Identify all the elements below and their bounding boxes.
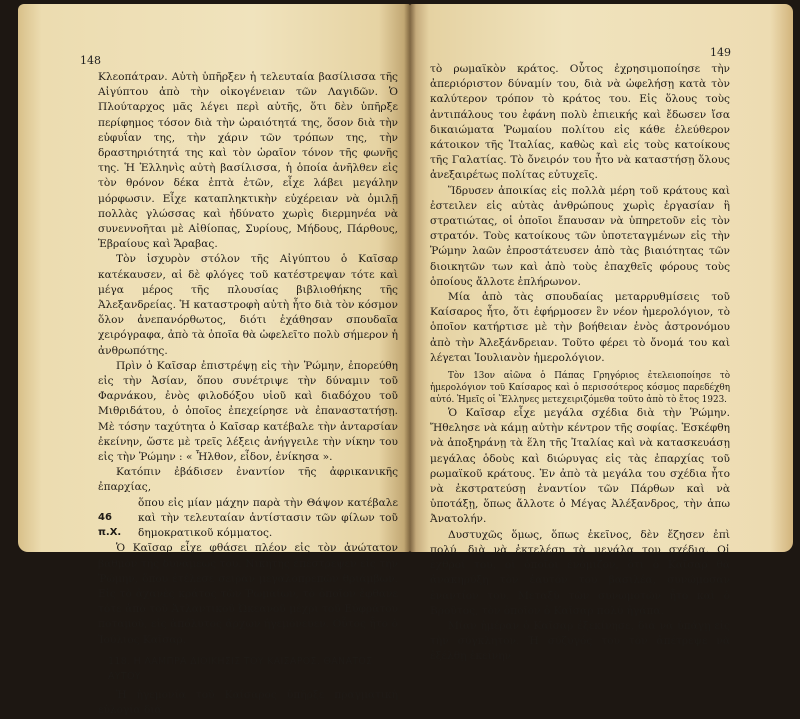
section-heading: 118. Η ΛΑΜΠΡΑ ΔΙΟΙΚΗΣΙΣ ΤΟΥ ΚΑΙΣΑΡΟΣ. ΘΑΝΑΤΟΣ ΑΥΤΟΥ [108,655,373,682]
page-number: 149 [710,46,731,59]
paragraph: Ἵδρυσεν ἀποικίας εἰς πολλὰ μέρη τοῦ κράτους καὶ ἐστειλεν εἰς αὐτὰς ἀνθρώπους χωρὶς ἐργασίαν ἢ στρατιώτας, οἱ ὁποῖοι ἔπαυσαν νὰ ὑπηρετοῦν εἰς τὸν στρατόν. Τοὺς κατοίκους τῶν ὑποτεταγμένων εἰς τὴν Ῥώμην λαῶν ἐπροστάτευσεν ἀπὸ τὰς βιαιότητας τῶν διοικητῶν των καὶ ἀπὸ τοὺς ἐπαχθεῖς φόρους τοὺς ὁποίους ἄλλοτε ἐπλήρωνον. [430,184,730,288]
left-page [18,4,410,717]
paragraph: Ἡ ἡγεμονία τοῦ Καίσαρος ὑπῆρξε πραγματικὴ εὐλογία διὰ [98,689,398,717]
book-gutter [404,4,416,552]
left-page-text [98,70,398,719]
paragraph: ὅπου εἰς μίαν μάχην παρὰ τὴν Θάψον κατέβαλε καὶ τὴν τελευταίαν ἀντίστασιν τῶν φίλων τοῦ δημοκρατικοῦ κόμματος. [138,496,398,540]
book-spread [18,4,793,717]
right-page [410,4,793,663]
right-page-text [430,62,730,665]
paragraph: Κλεοπάτραν. Αὐτὴ ὑπῆρξεν ἡ τελευταία βασίλισσα τῆς Αἰγύπτου ἀπὸ τὴν οἰκογένειαν τῶν Λαγιδῶν. Ὁ Πλούταρχος μᾶς λέγει περὶ αὐτῆς, ὅτι δὲν ὑπῆρξε περίφημος τόσον διὰ τὴν ὡραιότητά της, ὅσον διὰ τὴν εὐφυΐαν της, τὴν χάριν τῶν τρόπων της, τὴν δραστηριότητά της καὶ τὸν ὡραῖον τόνον τῆς φωνῆς της. Ἡ Ἑλληνὶς αὐτὴ βασίλισσα, ἡ ὁποία ἀνῆλθεν εἰς τὸν θρόνον δέκα ἑπτὰ ἐτῶν, εἶχε λάβει μεγάλην μόρφωσιν. Εἶχε καταπληκτικὴν εὐχέρειαν νὰ ὁμιλῇ πολλὰς γλώσσας καὶ ἠδύνατο χωρὶς διερμηνέα νὰ συνεννοῆται μὲ Αἰθίοπας, Συρίους, Μήδους, Πάρθους, Ἑβραίους καὶ Ἄραβας. [98,71,398,251]
margin-note: 46 π.Χ. [98,511,122,538]
paragraph: Τὸν ἰσχυρὸν στόλον τῆς Αἰγύπτου ὁ Καῖσαρ κατέκαυσεν, αἱ δὲ φλόγες τοῦ κατέστρεψαν τότε καὶ μέγα μέρος τῆς πλουσίας βιβλιοθήκης τῆς Ἀλεξανδρείας. Ἡ καταστροφὴ αὐτὴ ἦτο διὰ τὸν κόσμον ὅλον ἀνεπανόρθωτος, διότι ἐχάθησαν σπουδαῖα χειρόγραφα, ἀπὸ τὰ ὁποῖα θὰ ὠφελεῖτο πολὺ σήμερον ἡ ἀνθρωπότης. [98,253,398,357]
paragraph: Δυστυχῶς ὅμως, ὅπως ἐκεῖνος, δὲν ἔζησεν ἐπὶ πολύ, διὰ νὰ ἐκτελέσῃ τὰ μεγάλα του σχέδια. Οἱ ἐχθροί του, οἱ ὁποῖοι ἐνόμιζον, ὅτι ὁ Καῖσαρ θὰ ἀνακηρύξῃ τὸν ἑαυτόν του βασιλέα, συνώμοσαν ἐναντίον του. Μεταξὺ τῶν συνωμοτῶν ἦτο καὶ ὁ Βροῦτος, τὸν ὁποῖον ὁ Καῖσαρ πολὺ ἠγάπα. [430,528,730,617]
paragraph: Μία ἀπὸ τὰς σπουδαίας μεταρρυθμίσεις τοῦ Καίσαρος ἦτο, ὅτι ἐφήρμοσεν ἓν νέον ἡμερολόγιον, τὸ ὁποῖον κατήρτισε μὲ τὴν βοήθειαν ἑνὸς ἀστρονόμου ἀπὸ τὴν Ἀλεξάνδρειαν. Τοῦτο φέρει τὸ ὄνομά του καὶ λέγεται Ἰουλιανὸν ἡμερολόγιον. [430,291,730,364]
paragraph: Πρὶν ὁ Καῖσαρ ἐπιστρέψῃ εἰς τὴν Ῥώμην, ἐπορεύθη εἰς τὴν Ἀσίαν, ὅπου συνέτριψε τὴν δύναμιν τοῦ Φαρνάκου, ἐνὸς φιλοδόξου υἱοῦ καὶ διαδόχου τοῦ Μιθριδάτου, ὁ ὁποῖος ἐπεχείρησε νὰ ἐπαναστατήσῃ. Μὲ τόσην ταχύτητα ὁ Καῖσαρ κατέβαλε τὴν ἀνταρσίαν ἐκείνην, ὥστε μὲ τρεῖς λέξεις ἀνήγγειλε τὴν νίκην του εἰς τὴν Ῥώμην : « Ἦλθον, εἶδον, ἐνίκησα ». [98,359,398,464]
footnote: Τὸν 13ον αἰῶνα ὁ Πάπας Γρηγόριος ἐτελειοποίησε τὸ ἡμερολόγιον τοῦ Καίσαρος καὶ ὁ περισσότερος κόσμος παρεδέχθη αὐτό. Ἡμεῖς οἱ Ἕλληνες μετεχειριζόμεθα τοῦτο ἀπὸ τὸ ἔτος 1923. [430,371,730,406]
paragraph: Κατόπιν ἐβάδισεν ἐναντίον τῆς ἀφρικανικῆς ἐπαρχίας, [98,466,398,494]
paragraph: Μίαν ἡμέραν ὁ Καῖσαρ ἐξεκίνησε, διὰ νὰ ὑπάγῃ εἰς τὴν σύγκλητον. Ἡ σύζυγός του τὸν ἀπέτρεψε νὰ ἐξέλθῃ ἐκείνην [430,619,730,663]
paragraph: τὸ ρωμαϊκὸν κράτος. Οὗτος ἐχρησιμοποίησε τὴν ἀπεριόριστον δύναμίν του, διὰ νὰ ὠφελήσῃ κατὰ τὸν καλύτερον τρόπον τὸ κράτος του. Εἰς ὅλους τοὺς ἀντιπάλους του ἐφάνη πολὺ ἐπιεικής καὶ ἔδωσεν ἴσα δικαιώματα Ῥωμαίου πολίτου εἰς κάθε ἐλεύθερον κάτοικον τῆς Ἰταλίας, καθὼς καὶ εἰς τοὺς κατοίκους τῆς Γαλατίας. Τὸ ὄνειρόν του ἦτο νὰ καταστήσῃ ὅλους ἀνεξαιρέτως πολίτας εὐτυχεῖς. [430,63,730,182]
paragraph: Ὁ Καῖσαρ εἶχε φθάσει πλέον εἰς τὸν ἀνώτατον βαθμὸν τῆς δυνάμεώς του. Νικητὴς ἐπέστρεψεν εἰς τὴν Ῥώμην, ὅπου ἐτέλεσε σειρὰν μεγαλοπρεπῶν θριάμβων. Εἰς τὸ ἀχανὲς κράτος τῶν Ῥωμαίων, τὸ ὁποῖον ἔφθανε τότε ἀπὸ τοῦ Ἀτλαντικοῦ Ὠκεανοῦ μέχρι τοῦ Εὐφράτου ποταμοῦ, εἰς ἀπόλυτος ἄρχων ἡγεμόνευεν. Οὗτος ἦτο ὁ Ἰούλιος Καῖσαρ. [98,542,398,646]
margin-note-block [98,496,398,542]
paragraph: Ὁ Καῖσαρ εἶχε μεγάλα σχέδια διὰ τὴν Ῥώμην. Ἤθελησε νὰ κάμῃ αὐτὴν κέντρον τῆς σοφίας. Ἐσκέφθη νὰ ἀποξηράνῃ τὰ ἕλη τῆς Ἰταλίας καὶ νὰ κατασκευάσῃ μεγάλας ὁδοὺς καὶ διώρυγας εἰς τὰς ἐπαρχίας τοῦ ρωμαϊκοῦ κράτους. Ἐν ἀπὸ τὰ μεγάλα του σχέδια ἦτο νὰ ἐκστρατεύσῃ ἐναντίον τῶν Πάρθων καὶ νὰ ὑποτάξῃ, ὅπως ἄλλοτε ὁ Μέγας Ἀλέξανδρος, τὴν ἀπω Ἀνατολήν. [430,407,730,526]
page-number: 148 [80,54,101,67]
